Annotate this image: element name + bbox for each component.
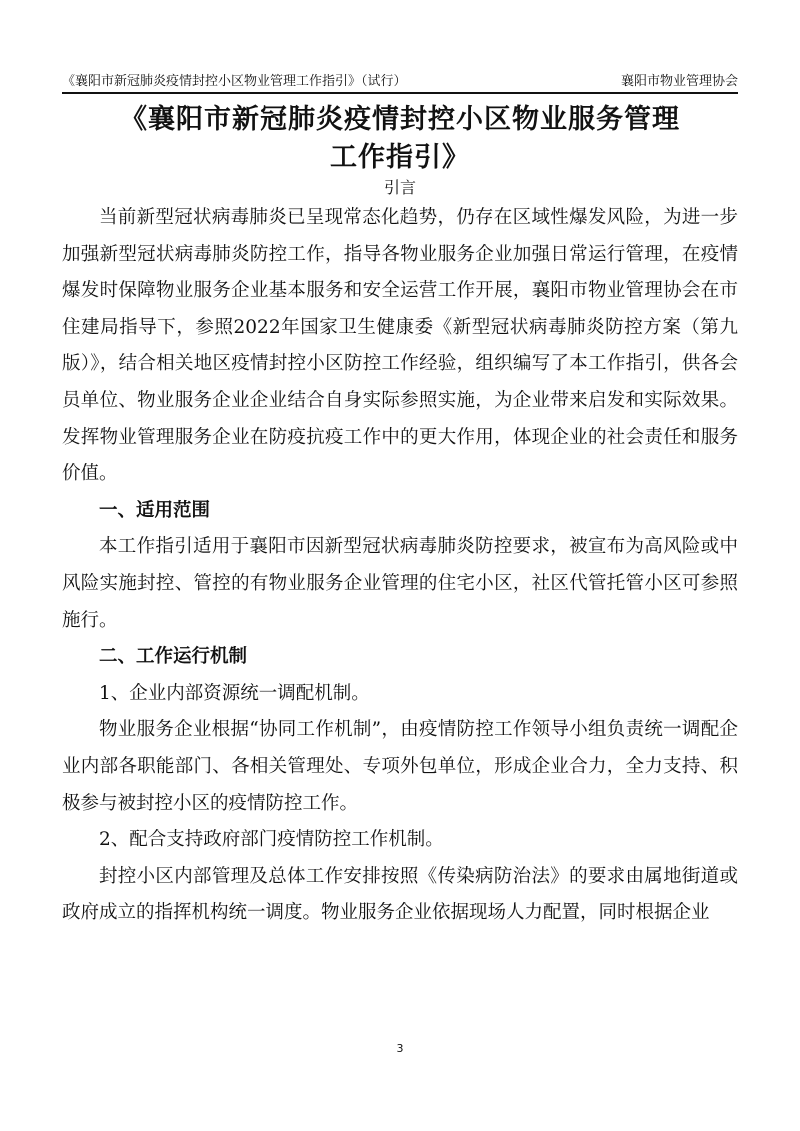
document-title-line-2: 工作指引》 xyxy=(330,142,470,173)
body-text xyxy=(62,200,738,932)
subheading-government-support: 2、配合支持政府部门疫情防控工作机制。 xyxy=(99,829,444,851)
page-number: 3 xyxy=(396,1042,404,1055)
heading-scope: 一、适用范围 xyxy=(99,499,211,521)
header-document-title: 《襄阳市新冠肺炎疫情封控小区物业管理工作指引》（试行） xyxy=(62,74,407,89)
paragraph-scope: 本工作指引适用于襄阳市因新型冠状病毒肺炎防控要求，被宣布为高风险或中风险实施封控、管控的有物业服务企业管理的住宅小区，社区代管托管小区可参照施行。 xyxy=(62,536,738,631)
header-organization: 襄阳市物业管理协会 xyxy=(620,74,738,89)
heading-mechanism: 二、工作运行机制 xyxy=(99,646,248,668)
paragraph-intro: 当前新型冠状病毒肺炎已呈现常态化趋势，仍存在区域性爆发风险，为进一步加强新型冠状病毒肺炎防控工作，指导各物业服务企业加强日常运行管理，在疫情爆发时保障物业服务企业基本服务和安全运营工作开展，襄阳市物业管理协会在市住建局指导下，参照2022年国家卫生健康委《新型冠状病毒肺炎防控方案（第九版）》，结合相关地区疫情封控小区防控工作经验，组织编写了本工作指引，供各会员单位、物业服务企业企业结合自身实际参照实施，为企业带来启发和实际效果。发挥物业管理服务企业在防疫抗疫工作中的更大作用，体现企业的社会责任和服务价值。 xyxy=(62,207,738,485)
paragraph-internal-resources: 物业服务企业根据“协同工作机制”，由疫情防控工作领导小组负责统一调配企业内部各职能部门、各相关管理处、专项外包单位，形成企业合力，全力支持、积极参与被封控小区的疫情防控工作。 xyxy=(62,719,738,814)
section-subtitle: 引言 xyxy=(383,178,416,197)
paragraph-government-support: 封控小区内部管理及总体工作安排按照《传染病防治法》的要求由属地街道或政府成立的指挥机构统一调度。物业服务企业依据现场人力配置，同时根据企业 xyxy=(62,865,738,924)
document-title-line-1: 《襄阳市新冠肺炎疫情封控小区物业服务管理 xyxy=(120,104,680,135)
running-header xyxy=(62,70,738,94)
subheading-internal-resources: 1、企业内部资源统一调配机制。 xyxy=(99,682,370,704)
